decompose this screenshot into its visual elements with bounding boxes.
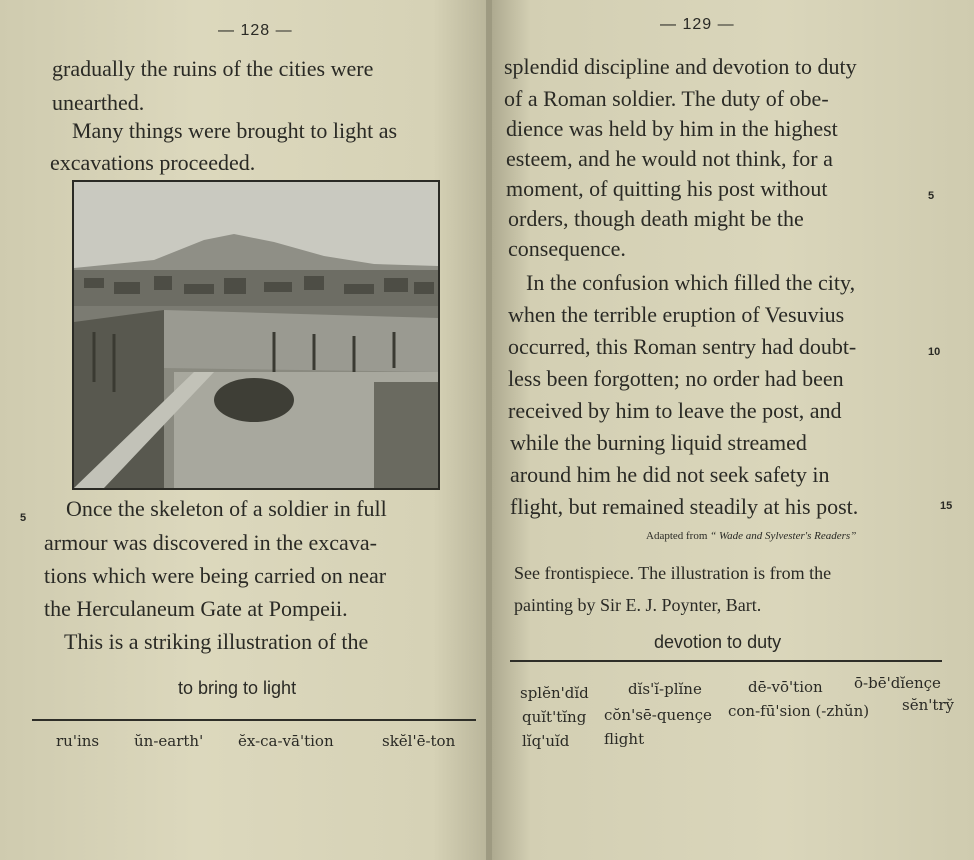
- text-line: Many things were brought to light as: [72, 118, 398, 143]
- text-line: the Herculaneum Gate at Pompeii.: [44, 596, 348, 621]
- glossary-word: quĭt'tĭng: [522, 708, 587, 726]
- glossary-word: sĕn'try̆: [902, 696, 955, 714]
- text-line: splendid discipline and devotion to duty: [504, 54, 857, 79]
- text-line: tions which were being carried on near: [44, 563, 387, 588]
- line-marker: 15: [940, 500, 953, 512]
- divider: [510, 660, 942, 662]
- page-number: — 128 —: [218, 22, 293, 39]
- text-line: This is a striking illustration of the: [64, 629, 369, 654]
- text-line: armour was discovered in the excava-: [44, 530, 377, 555]
- divider: [32, 719, 476, 721]
- source-credit: [646, 530, 856, 542]
- glossary-word: cŏn'sē-quençe: [604, 706, 712, 724]
- glossary-word: skĕl'ē-ton: [382, 732, 456, 750]
- text-line: excavations proceeded.: [50, 150, 256, 175]
- line-marker: 5: [20, 512, 27, 524]
- text-line: of a Roman soldier. The duty of obe-: [504, 86, 829, 111]
- glossary-word: flight: [604, 730, 645, 748]
- vocab-heading: to bring to light: [178, 678, 297, 698]
- credit-prefix: Adapted from: [646, 530, 708, 542]
- illustration-photo: [72, 180, 440, 490]
- glossary-word: ō-bē'dĭençe: [854, 674, 941, 692]
- text-line: gradually the ruins of the cities were: [52, 56, 374, 81]
- vocab-heading: devotion to duty: [654, 632, 782, 652]
- text-line: Once the skeleton of a soldier in full: [66, 496, 387, 521]
- text-line: esteem, and he would not think, for a: [506, 146, 833, 171]
- glossary-word: splĕn'dĭd: [520, 684, 589, 702]
- text-line: while the burning liquid streamed: [510, 430, 807, 455]
- text-line: orders, though death might be the: [508, 206, 804, 231]
- line-marker: 10: [928, 346, 941, 358]
- text-line: occurred, this Roman sentry had doubt-: [508, 334, 857, 359]
- text-line: dience was held by him in the highest: [506, 116, 838, 141]
- glossary-word: lĭq'uĭd: [522, 732, 570, 750]
- credit-source: “ Wade and Sylvester's Readers”: [710, 530, 857, 542]
- text-line: flight, but remained steadily at his post.: [510, 494, 859, 519]
- text-line: unearthed.: [52, 90, 145, 115]
- note-line: painting by Sir E. J. Poynter, Bart.: [514, 595, 762, 615]
- text-line: less been forgotten; no order had been: [508, 366, 844, 391]
- glossary-word: ŭn-earth': [134, 732, 204, 750]
- text-line: when the terrible eruption of Vesuvius: [508, 302, 845, 327]
- glossary-word: ru'ins: [56, 732, 100, 750]
- note-line: See frontispiece. The illustration is from the: [514, 563, 832, 583]
- glossary-word: con-fū'sion (-zhŭn): [728, 702, 870, 720]
- text-line: moment, of quitting his post without: [506, 176, 828, 201]
- text-line: In the confusion which filled the city,: [526, 270, 856, 295]
- right-page: [492, 0, 974, 860]
- line-marker: 5: [928, 190, 935, 202]
- text-line: around him he did not seek safety in: [510, 462, 830, 487]
- glossary-word: dē-vō'tion: [748, 678, 823, 696]
- page-number: — 129 —: [660, 16, 735, 33]
- text-line: received by him to leave the post, and: [508, 398, 842, 423]
- text-line: consequence.: [508, 236, 626, 261]
- glossary-word: ĕx-ca-vā'tion: [238, 732, 334, 750]
- glossary-word: dĭs'ĭ-plĭne: [628, 680, 702, 698]
